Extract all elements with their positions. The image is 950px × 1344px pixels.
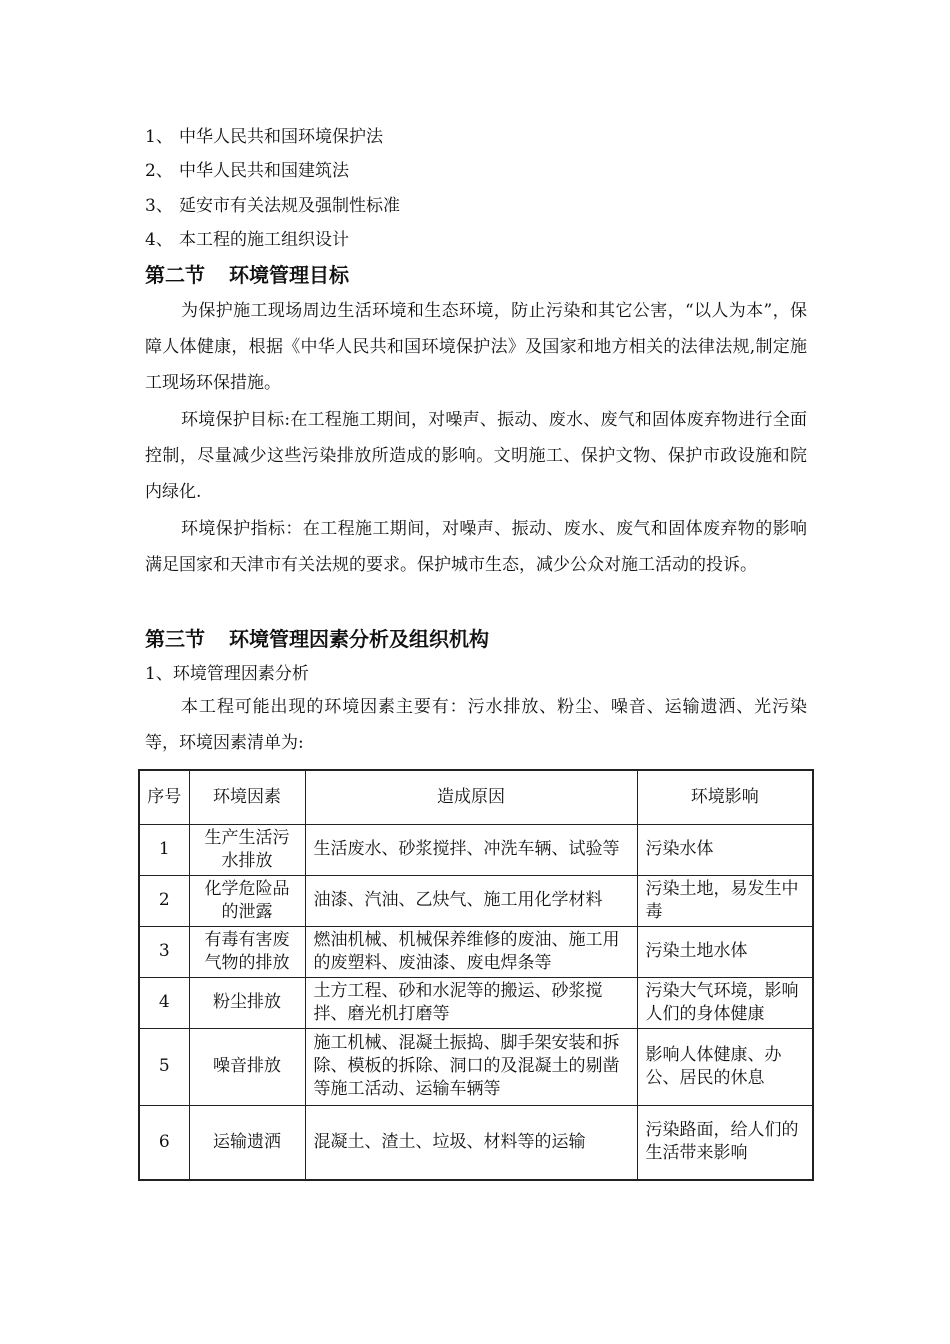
table-header-cell: 序号: [139, 770, 189, 824]
table-header-cell: 环境影响: [637, 770, 813, 824]
table-cell: 生活废水、砂浆搅拌、冲洗车辆、试验等: [305, 824, 637, 875]
table-cell: 1: [139, 824, 189, 875]
table-cell: 污染土地，易发生中毒: [637, 875, 813, 926]
section-number: 第二节: [145, 263, 205, 287]
table-row: [139, 926, 813, 977]
table-cell: 运输遗洒: [189, 1105, 305, 1180]
table-cell: 污染水体: [637, 824, 813, 875]
environment-factors-table: [138, 769, 814, 1181]
paragraph: 本工程可能出现的环境因素主要有：污水排放、粉尘、噪音、运输遗洒、光污染等，环境因素清单为:: [145, 697, 807, 753]
list-number: 1、: [145, 127, 173, 147]
table-cell: 污染路面，给人们的生活带来影响: [637, 1105, 813, 1180]
basis-list-item: [145, 160, 349, 182]
table-row: [139, 1028, 813, 1105]
list-text: 延安市有关法规及强制性标准: [179, 196, 400, 216]
basis-list-item: [145, 229, 349, 251]
table-header-cell: 环境因素: [189, 770, 305, 824]
basis-list-item: [145, 195, 400, 217]
table-row: [139, 824, 813, 875]
table-cell: 化学危险品的泄露: [189, 875, 305, 926]
table-cell: 3: [139, 926, 189, 977]
basis-list-item: [145, 126, 383, 148]
table-cell: 5: [139, 1028, 189, 1105]
list-text: 中华人民共和国环境保护法: [179, 127, 383, 147]
table-cell: 2: [139, 875, 189, 926]
section-number: 第三节: [145, 627, 205, 651]
table-row: [139, 875, 813, 926]
section-title: 环境管理因素分析及组织机构: [229, 627, 489, 651]
table-cell: 混凝土、渣土、垃圾、材料等的运输: [305, 1105, 637, 1180]
table-cell: 粉尘排放: [189, 977, 305, 1028]
table-cell: 污染土地水体: [637, 926, 813, 977]
table-cell: 有毒有害废气物的排放: [189, 926, 305, 977]
table-cell: 污染大气环境，影响人们的身体健康: [637, 977, 813, 1028]
table-header-row: [139, 770, 813, 824]
table-cell: 影响人体健康、办公、居民的休息: [637, 1028, 813, 1105]
list-number: 3、: [145, 196, 173, 216]
table-cell: 燃油机械、机械保养维修的废油、施工用的废塑料、废油漆、废电焊条等: [305, 926, 637, 977]
table-header-cell: 造成原因: [305, 770, 637, 824]
list-text: 中华人民共和国建筑法: [179, 161, 349, 181]
table-cell: 土方工程、砂和水泥等的搬运、砂浆搅拌、磨光机打磨等: [305, 977, 637, 1028]
table-row: [139, 977, 813, 1028]
table-cell: 油漆、汽油、乙炔气、施工用化学材料: [305, 875, 637, 926]
table-cell: 噪音排放: [189, 1028, 305, 1105]
sub-heading: 1、环境管理因素分析: [145, 664, 309, 684]
paragraph: 为保护施工现场周边生活环境和生态环境，防止污染和其它公害，“以人为本”，保障人体健康，根据《中华人民共和国环境保护法》及国家和地方相关的法律法规,制定施工现场环保措施。: [145, 301, 807, 393]
table-cell: 6: [139, 1105, 189, 1180]
paragraph: 环境保护指标：在工程施工期间，对噪声、振动、废水、废气和固体废弃物的影响满足国家和天津市有关法规的要求。保护城市生态，减少公众对施工活动的投诉。: [145, 519, 807, 575]
section-heading: [145, 262, 349, 288]
table-cell: 施工机械、混凝土振捣、脚手架安装和拆除、模板的拆除、洞口的及混凝土的剔凿等施工活动、运输车辆等: [305, 1028, 637, 1105]
section-heading: [145, 626, 489, 652]
table-cell: 生产生活污水排放: [189, 824, 305, 875]
table-row: [139, 1105, 813, 1180]
list-number: 2、: [145, 161, 173, 181]
section-title: 环境管理目标: [229, 263, 349, 287]
paragraph: 环境保护目标:在工程施工期间，对噪声、振动、废水、废气和固体废弃物进行全面控制，尽量减少这些污染排放所造成的影响。文明施工、保护文物、保护市政设施和院内绿化.: [145, 410, 807, 502]
table-cell: 4: [139, 977, 189, 1028]
list-text: 本工程的施工组织设计: [179, 230, 349, 250]
list-number: 4、: [145, 230, 173, 250]
